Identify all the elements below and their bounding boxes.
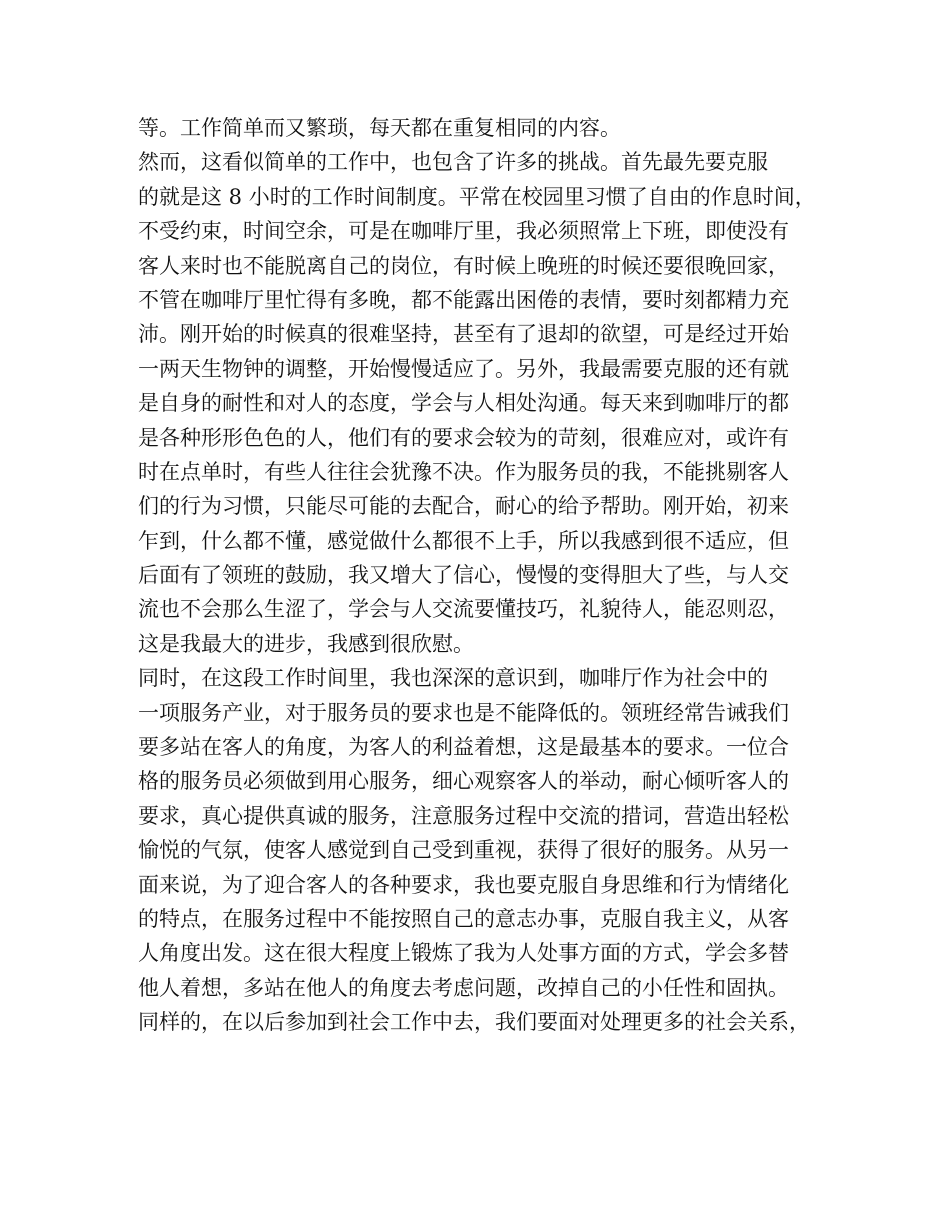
text-line: 是各种形形色色的人，他们有的要求会较为的苛刻，很难应对，或许有	[138, 425, 789, 450]
text-line: 同时，在这段工作时间里，我也深深的意识到，咖啡厅作为社会中的	[138, 666, 768, 691]
text-line: 要多站在客人的角度，为客人的利益着想，这是最基本的要求。一位合	[138, 735, 789, 760]
text-line: 不受约束，时间空余，可是在咖啡厅里，我必须照常上下班，即使没有	[138, 219, 789, 244]
text-line: 这是我最大的进步，我感到很欣慰。	[138, 631, 474, 656]
text-line: 一项服务产业，对于服务员的要求也是不能降低的。领班经常告诫我们	[138, 700, 789, 725]
text-line: 愉悦的气氛，使客人感觉到自己受到重视，获得了很好的服务。从另一	[138, 838, 789, 863]
text-line: 然而，这看似简单的工作中，也包含了许多的挑战。首先最先要克服	[138, 150, 768, 175]
text-line: 们的行为习惯，只能尽可能的去配合，耐心的给予帮助。刚开始，初来	[138, 494, 789, 519]
text-line: 是自身的耐性和对人的态度，学会与人相处沟通。每天来到咖啡厅的都	[138, 391, 789, 416]
text-line: 人角度出发。这在很大程度上锻炼了我为人处事方面的方式，学会多替	[138, 941, 789, 966]
text-line: 流也不会那么生涩了，学会与人交流要懂技巧，礼貌待人，能忍则忍，	[138, 597, 789, 622]
text-line: 时在点单时，有些人往往会犹豫不决。作为服务员的我，不能挑剔客人	[138, 459, 789, 484]
text-line: 面来说，为了迎合客人的各种要求，我也要克服自身思维和行为情绪化	[138, 872, 789, 897]
text-line: 他人着想，多站在他人的角度去考虑问题，改掉自己的小任性和固执。	[138, 975, 789, 1000]
text-line: 要求，真心提供真诚的服务，注意服务过程中交流的措词，营造出轻松	[138, 803, 789, 828]
text-line: 沛。刚开始的时候真的很难坚持，甚至有了退却的欲望，可是经过开始	[138, 322, 789, 347]
text-line: 的就是这 8 小时的工作时间制度。平常在校园里习惯了自由的作息时间，	[138, 184, 816, 209]
text-line: 格的服务员必须做到用心服务，细心观察客人的举动，耐心倾听客人的	[138, 769, 789, 794]
text-line: 同样的，在以后参加到社会工作中去，我们要面对处理更多的社会关系，	[138, 1010, 810, 1035]
text-line: 乍到，什么都不懂，感觉做什么都很不上手，所以我感到很不适应，但	[138, 528, 789, 553]
text-line: 后面有了领班的鼓励，我又增大了信心，慢慢的变得胆大了些，与人交	[138, 563, 789, 588]
text-line: 等。工作简单而又繁琐，每天都在重复相同的内容。	[138, 116, 621, 140]
text-line: 客人来时也不能脱离自己的岗位，有时候上晚班的时候还要很晚回家，	[138, 253, 789, 278]
text-line: 不管在咖啡厅里忙得有多晚，都不能露出困倦的表情，要时刻都精力充	[138, 287, 789, 312]
text-line: 一两天生物钟的调整，开始慢慢适应了。另外，我最需要克服的还有就	[138, 356, 789, 381]
text-line: 的特点，在服务过程中不能按照自己的意志办事，克服自我主义，从客	[138, 906, 789, 931]
document-body	[138, 111, 838, 1040]
